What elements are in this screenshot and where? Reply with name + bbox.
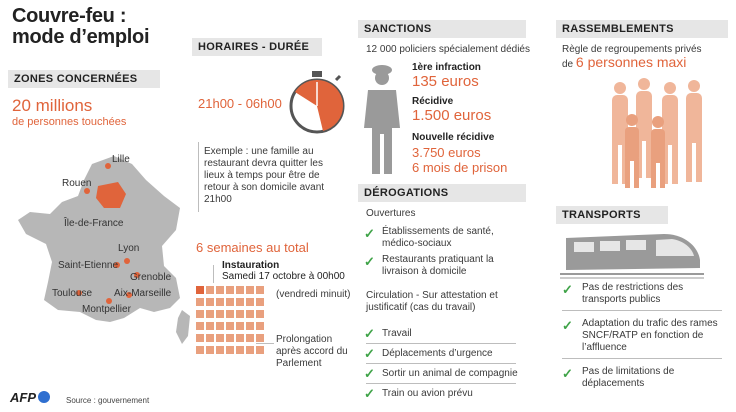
check-icon: ✓: [364, 346, 375, 361]
calendar-day: [196, 286, 204, 294]
train-icon: [560, 228, 704, 280]
sanction-new-amount: 3.750 euros: [412, 145, 481, 160]
city-aix-marseille: Aix-Marseille: [114, 288, 172, 299]
calendar-day: [256, 346, 264, 354]
check-icon: ✓: [562, 318, 573, 333]
sanction-first-label: 1ère infraction: [412, 62, 481, 73]
city-saint-etienne: Saint-Etienne: [58, 260, 119, 271]
zones-count-sub: de personnes touchées: [12, 116, 127, 128]
calendar-day: [256, 310, 264, 318]
rassemblements-rule: [562, 44, 712, 71]
city-toulouse: Toulouse: [52, 288, 93, 299]
divider: [366, 343, 516, 344]
calendar-day: [206, 286, 214, 294]
police-officer-icon: [360, 62, 406, 178]
horaires-example: Exemple : une famille au restaurant devra quitter les lieux à temps pour être de retour à son domicile avant 21h00: [204, 146, 325, 205]
sanction-repeat-label: Récidive: [412, 96, 454, 107]
calendar-day: [236, 298, 244, 306]
city-lille: Lille: [112, 154, 130, 165]
calendar-day: [206, 310, 214, 318]
city-lyon: Lyon: [118, 243, 140, 254]
calendar-day: [196, 322, 204, 330]
prolongation-text: Prolongation après accord du Parlement: [276, 334, 348, 369]
calendar-day: [236, 322, 244, 330]
sanctions-police: 12 000 policiers spécialement dédiés: [366, 44, 530, 55]
city-rouen: Rouen: [62, 178, 92, 189]
transports-header: TRANSPORTS: [556, 206, 668, 224]
circulation-item: Déplacements d’urgence: [382, 348, 493, 359]
calendar-day: [196, 346, 204, 354]
calendar-day: [216, 298, 224, 306]
check-icon: ✓: [364, 226, 375, 241]
rassemblements-rule-text: Règle de regroupements privés de: [562, 44, 702, 70]
rassemblements-header: RASSEMBLEMENTS: [556, 20, 728, 38]
sanction-first-amount: 135 euros: [412, 73, 479, 90]
check-icon: ✓: [364, 326, 375, 341]
divider: [366, 383, 516, 384]
calendar-day: [236, 334, 244, 342]
divider: [366, 363, 516, 364]
instauration-label: Instauration: [222, 260, 280, 271]
transport-item: Pas de restrictions des transports publics: [582, 282, 684, 305]
lyon-dot: [124, 258, 130, 264]
calendar-day: [216, 322, 224, 330]
calendar-day: [226, 310, 234, 318]
calendar-day: [226, 322, 234, 330]
check-icon: ✓: [364, 254, 375, 269]
calendar-day: [246, 298, 254, 306]
city-montpellier: Montpellier: [82, 304, 131, 315]
calendar-day: [196, 298, 204, 306]
calendar-day: [256, 334, 264, 342]
check-icon: ✓: [364, 366, 375, 381]
calendar-day: [236, 286, 244, 294]
weeks-calendar-grid: [196, 286, 266, 358]
horaires-header: HORAIRES - DURÉE: [192, 38, 322, 56]
calendar-day: [216, 310, 224, 318]
openings-title: Ouvertures: [366, 208, 416, 219]
calendar-day: [226, 286, 234, 294]
check-icon: ✓: [364, 386, 375, 401]
calendar-day: [216, 334, 224, 342]
horaires-weeks: 6 semaines au total: [196, 240, 309, 255]
transport-item: Adaptation du trafic des rames SNCF/RATP en fonction de l’affluence: [582, 318, 718, 353]
calendar-day: [196, 334, 204, 342]
sanction-new-prison: 6 mois de prison: [412, 160, 508, 175]
zones-count: 20 millions: [12, 96, 93, 115]
group-people-icon: [600, 78, 710, 190]
horaires-hours: 21h00 - 06h00: [198, 96, 282, 111]
calendar-day: [236, 310, 244, 318]
zones-header: ZONES CONCERNÉES: [8, 70, 160, 88]
page-title: Couvre-feu : mode d’emploi: [12, 5, 150, 48]
sanctions-header: SANCTIONS: [358, 20, 526, 38]
afp-logo: AFP: [10, 390, 50, 405]
source-text: Source : gouvernement: [66, 396, 150, 405]
calendar-day: [226, 346, 234, 354]
france-map: [14, 150, 200, 360]
circulation-item: Train ou avion prévu: [382, 388, 473, 399]
calendar-day: [206, 322, 214, 330]
check-icon: ✓: [562, 282, 573, 297]
calendar-day: [246, 334, 254, 342]
circulation-title: Circulation - Sur attestation et justificatif (cas du travail): [366, 290, 498, 313]
opening-item: Restaurants pratiquant la livraison à domicile: [382, 254, 494, 277]
calendar-day: [246, 346, 254, 354]
city-grenoble: Grenoble: [130, 272, 172, 283]
corsica: [176, 310, 190, 344]
lille-dot: [105, 163, 111, 169]
calendar-day: [226, 334, 234, 342]
sanction-repeat-amount: 1.500 euros: [412, 107, 492, 124]
check-icon: ✓: [562, 366, 573, 381]
calendar-day: [256, 322, 264, 330]
calendar-day: [256, 286, 264, 294]
derogations-header: DÉROGATIONS: [358, 184, 526, 202]
divider: [562, 358, 722, 359]
instauration-date: Samedi 17 octobre à 00h00: [222, 271, 345, 282]
circulation-item: Travail: [382, 328, 412, 339]
horaires-divider: [198, 142, 199, 212]
rassemblements-highlight: 6 personnes maxi: [575, 54, 687, 70]
transport-item: Pas de limitations de déplacements: [582, 366, 675, 389]
instauration-note: (vendredi minuit): [276, 289, 351, 300]
calendar-day: [226, 298, 234, 306]
calendar-day: [246, 322, 254, 330]
calendar-day: [206, 346, 214, 354]
opening-item: Établissements de santé, médico-sociaux: [382, 226, 494, 249]
calendar-day: [206, 298, 214, 306]
calendar-day: [256, 298, 264, 306]
calendar-day: [246, 286, 254, 294]
calendar-day: [246, 310, 254, 318]
stopwatch-icon: [288, 70, 346, 136]
globe-icon: [38, 391, 50, 403]
sanction-new-label: Nouvelle récidive: [412, 132, 495, 143]
calendar-day: [236, 346, 244, 354]
city-ile-de-france: Île-de-France: [64, 218, 124, 229]
calendar-day: [206, 334, 214, 342]
circulation-item: Sortir un animal de compagnie: [382, 368, 518, 379]
divider: [562, 310, 722, 311]
calendar-day: [196, 310, 204, 318]
calendar-day: [216, 346, 224, 354]
instauration-leader: [213, 265, 214, 283]
calendar-day: [216, 286, 224, 294]
